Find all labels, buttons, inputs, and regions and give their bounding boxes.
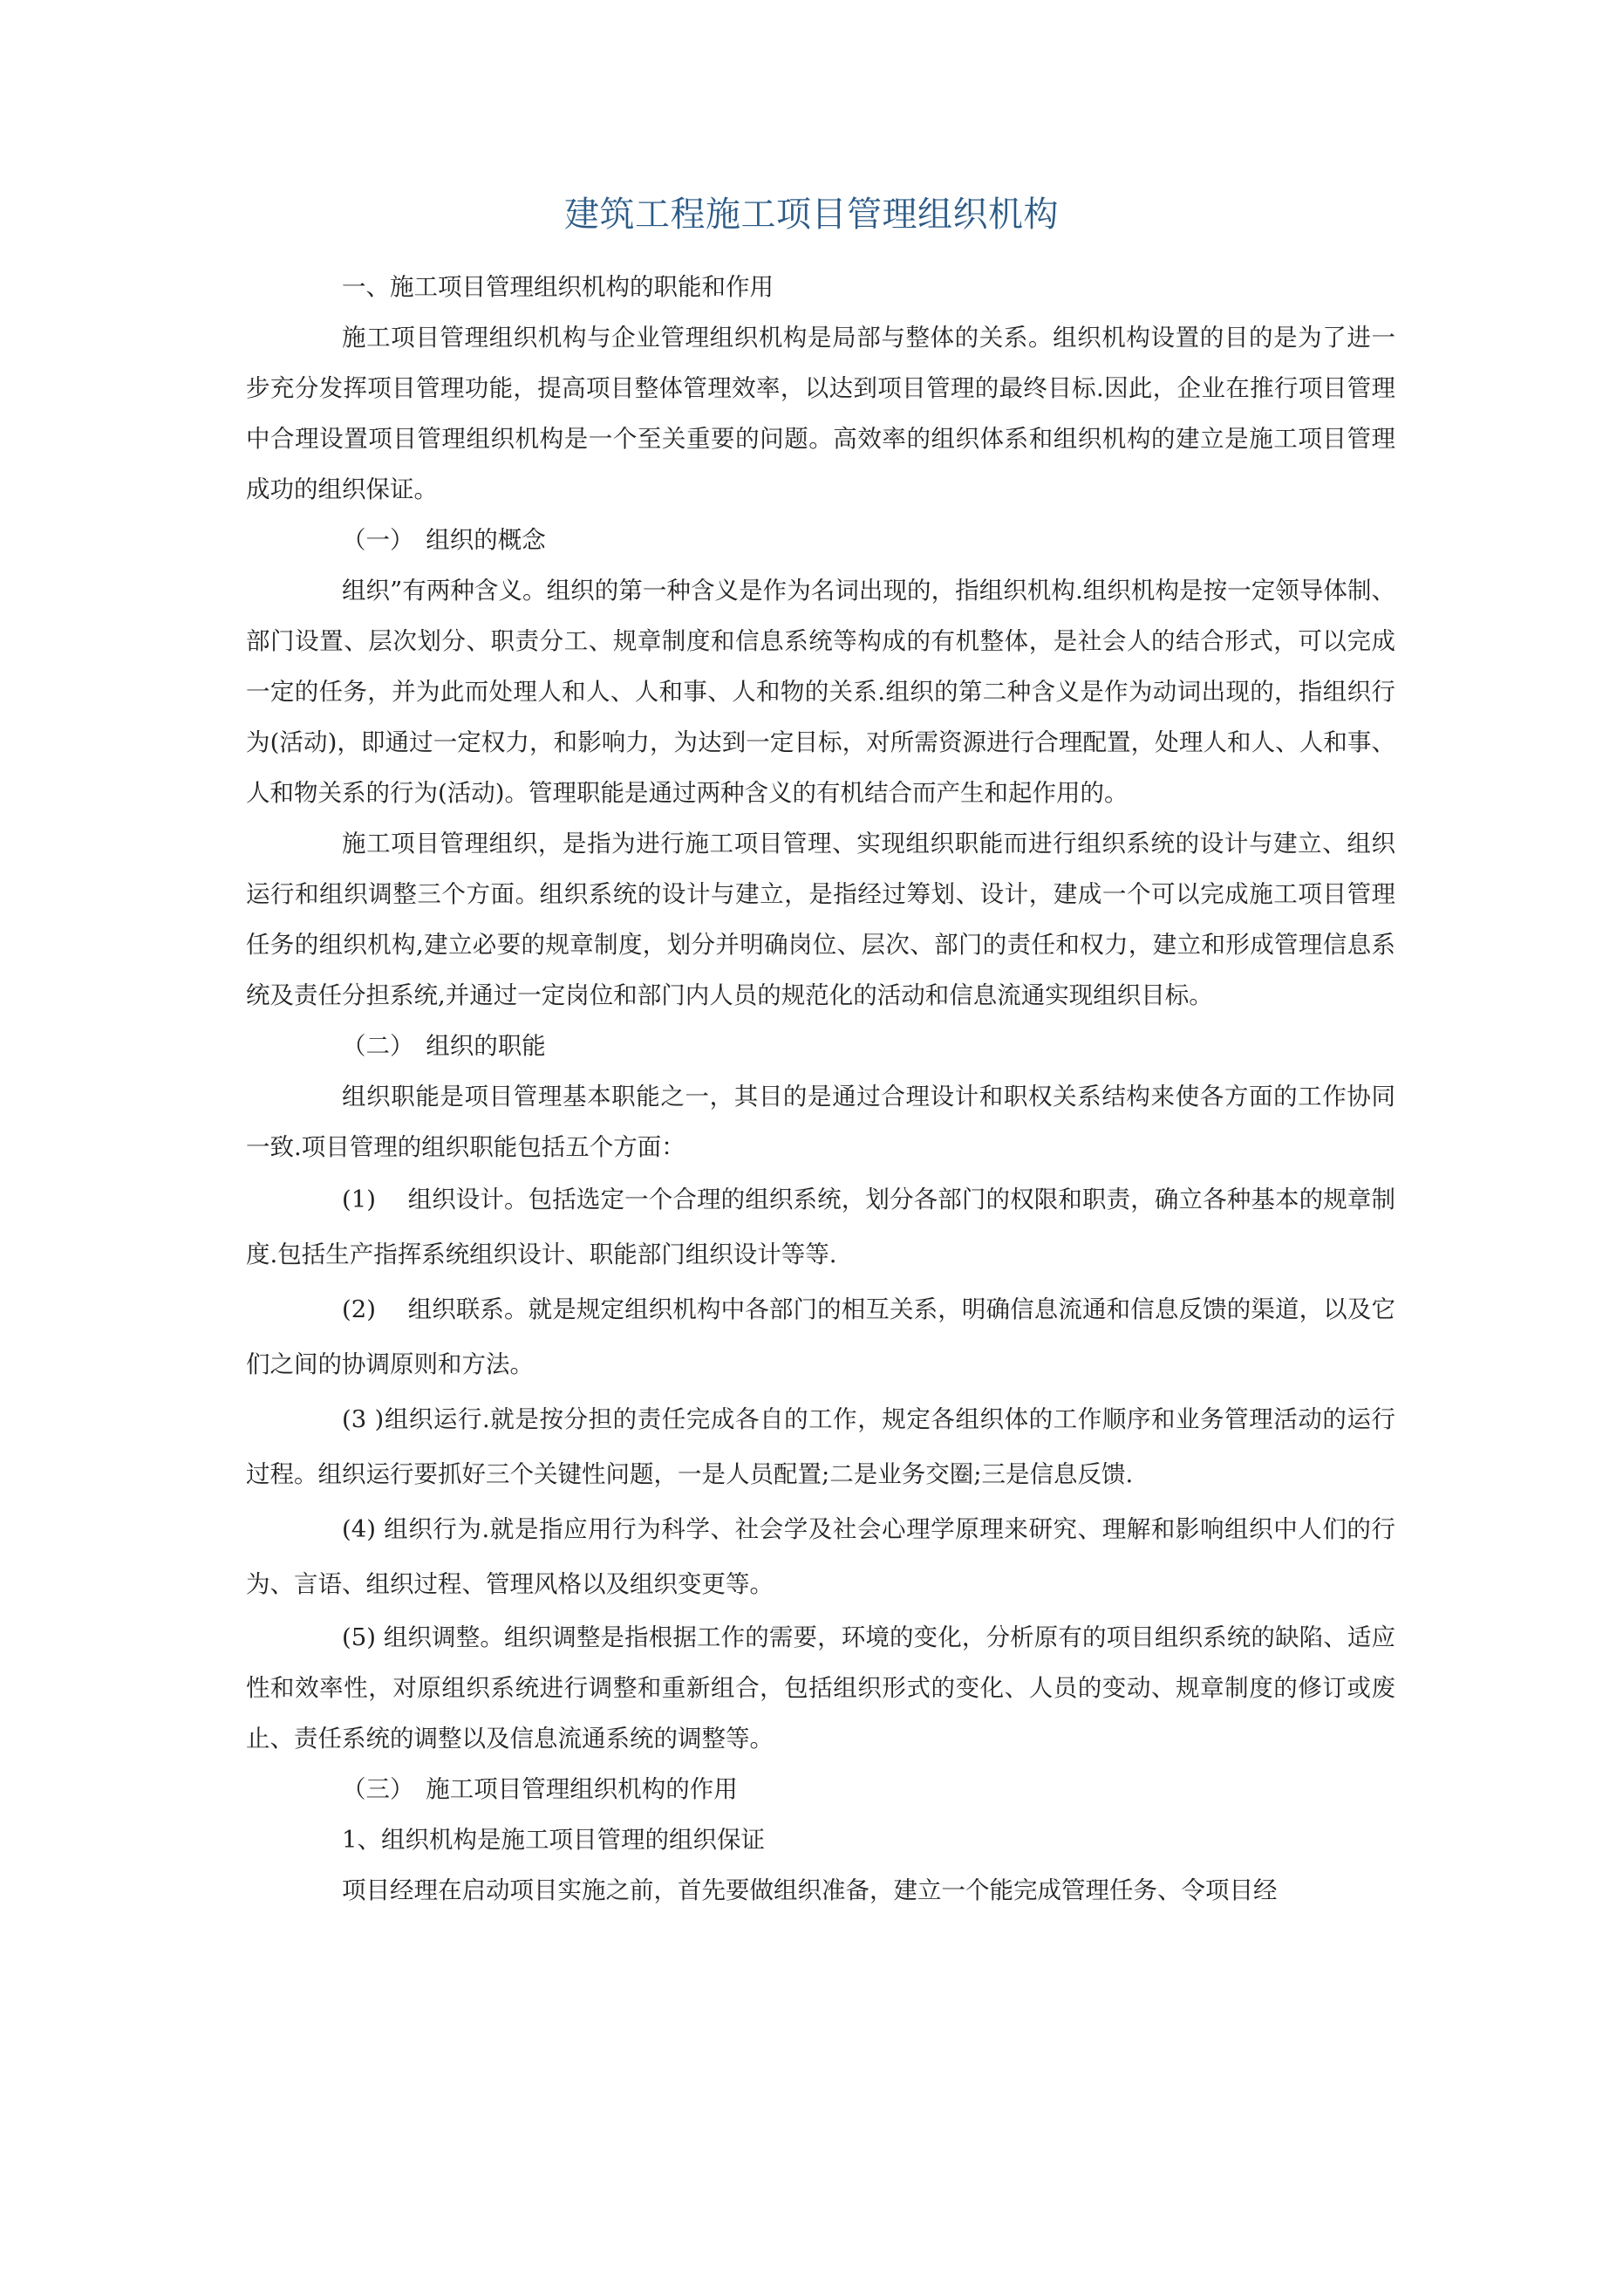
body-paragraph: (5) 组织调整。组织调整是指根据工作的需要，环境的变化，分析原有的项目组织系统的缺陷、适应性和效率性，对原组织系统进行调整和重新组合，包括组织形式的变化、人员的变动、规章制度的修订或废止、责任系统的调整以及信息流通系统的调整等。	[246, 1623, 1395, 1753]
body-paragraph: 组织职能是项目管理基本职能之一，其目的是通过合理设计和职权关系结构来使各方面的工作协同一致.项目管理的组织职能包括五个方面：	[246, 1083, 1395, 1161]
body-paragraph: 项目经理在启动项目实施之前，首先要做组织准备，建立一个能完成管理任务、令项目经	[342, 1876, 1278, 1904]
section-heading: （二） 组织的职能	[342, 1032, 546, 1060]
body-paragraph: 施工项目管理组织，是指为进行施工项目管理、实现组织职能而进行组织系统的设计与建立、组织运行和组织调整三个方面。组织系统的设计与建立，是指经过筹划、设计，建成一个可以完成施工项目管理任务的组织机构,建立必要的规章制度，划分并明确岗位、层次、部门的责任和权力，建立和形成管理信息系统及责任分担系统,并通过一定岗位和部门内人员的规范化的活动和信息流通实现组织目标。	[246, 830, 1395, 1009]
body-paragraph: 施工项目管理组织机构与企业管理组织机构是局部与整体的关系。组织机构设置的目的是为了进一步充分发挥项目管理功能，提高项目整体管理效率，以达到项目管理的最终目标.因此，企业在推行项目管理中合理设置项目管理组织机构是一个至关重要的问题。高效率的组织体系和组织机构的建立是施工项目管理成功的组织保证。	[246, 324, 1395, 503]
body-paragraph: (1) 组织设计。包括选定一个合理的组织系统，划分各部门的权限和职责，确立各种基本的规章制度.包括生产指挥系统组织设计、职能部门组织设计等等.	[246, 1186, 1395, 1268]
document-body	[246, 262, 1395, 1916]
body-paragraph: (4) 组织行为.就是指应用行为科学、社会学及社会心理学原理来研究、理解和影响组织中人们的行为、言语、组织过程、管理风格以及组织变更等。	[246, 1515, 1395, 1598]
document-title: 建筑工程施工项目管理组织机构	[564, 195, 1059, 235]
body-paragraph: (3 )组织运行.就是按分担的责任完成各自的工作，规定各组织体的工作顺序和业务管理活动的运行过程。组织运行要抓好三个关键性问题，一是人员配置;二是业务交圈;三是信息反馈.	[246, 1405, 1395, 1488]
section-heading: 1、组织机构是施工项目管理的组织保证	[342, 1826, 765, 1854]
section-heading: （一） 组织的概念	[342, 526, 546, 554]
body-paragraph: 组织”有两种含义。组织的第一种含义是作为名词出现的，指组织机构.组织机构是按一定领导体制、部门设置、层次划分、职责分工、规章制度和信息系统等构成的有机整体，是社会人的结合形式，可以完成一定的任务，并为此而处理人和人、人和事、人和物的关系.组织的第二种含义是作为动词出现的，指组织行为(活动)，即通过一定权力，和影响力，为达到一定目标，对所需资源进行合理配置，处理人和人、人和事、人和物关系的行为(活动)。管理职能是通过两种含义的有机结合而产生和起作用的。	[246, 577, 1395, 807]
section-heading: 一、施工项目管理组织机构的职能和作用	[342, 273, 774, 301]
section-heading: （三） 施工项目管理组织机构的作用	[342, 1775, 738, 1803]
body-paragraph: (2) 组织联系。就是规定组织机构中各部门的相互关系，明确信息流通和信息反馈的渠道，以及它们之间的协调原则和方法。	[246, 1295, 1395, 1378]
